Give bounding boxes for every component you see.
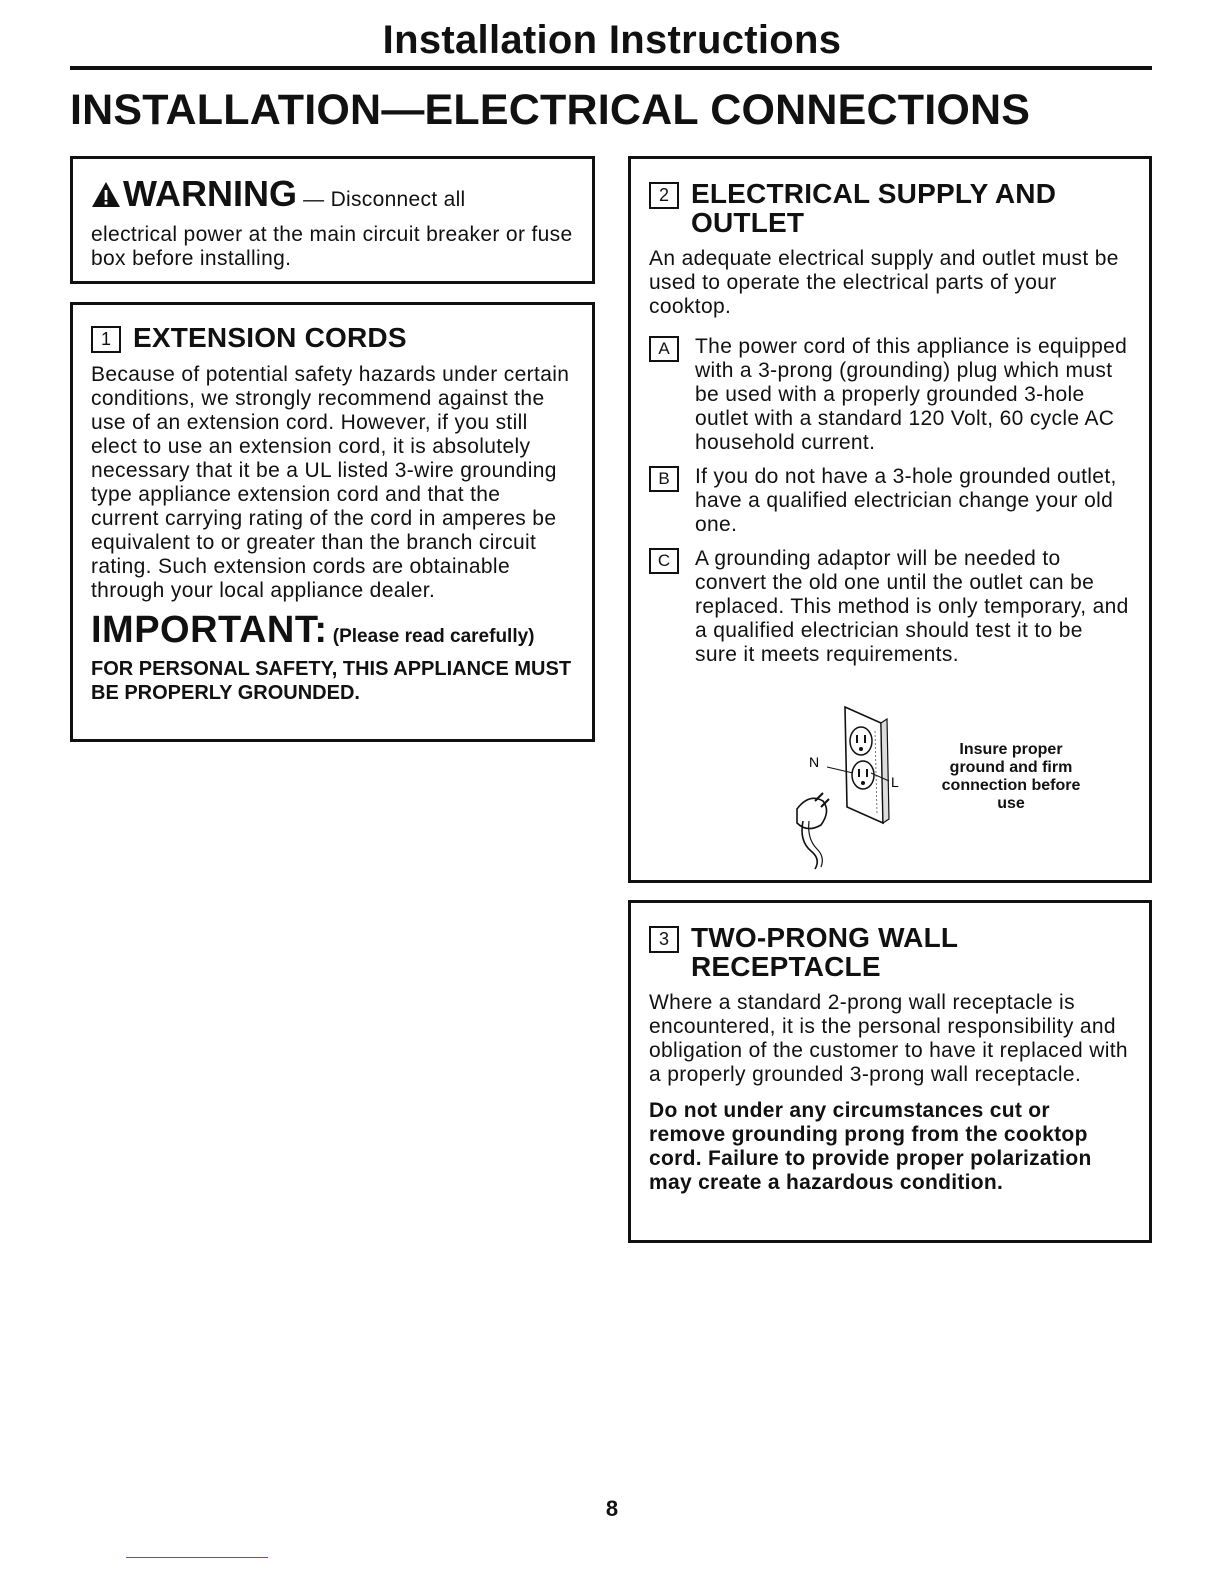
extension-title: EXTENSION CORDS — [133, 322, 407, 353]
item-letter-a: A — [649, 336, 679, 362]
two-prong-box — [628, 900, 1152, 1243]
warning-body: electrical power at the main circuit breaker or fuse box before installing. — [91, 223, 573, 270]
extension-body: Because of potential safety hazards under certain conditions, we strongly recommend against the use of an extension cord. However, if you still elect to use an extension cord, it is absolutely necessary that it be a UL listed 3-wire grounding type appliance extension cord and that the current carrying rating of the cord in amperes be equivalent to or greater than the branch circuit rating. Such extension cords are obtainable through your local appliance dealer. — [91, 363, 570, 602]
extension-heading — [91, 323, 574, 353]
warning-lead: — Disconnect all — [297, 188, 466, 211]
list-item — [649, 465, 1131, 537]
important-word: IMPORTANT: — [91, 609, 328, 651]
two-prong-body: Where a standard 2-prong wall receptacle is encountered, it is the personal responsibility and obligation of the customer to have it replaced with a properly grounded 3-prong wall receptacle. — [649, 991, 1128, 1086]
supply-heading — [649, 179, 1131, 237]
item-letter-c: C — [649, 548, 679, 574]
warning-box — [70, 156, 595, 284]
two-prong-heading — [649, 923, 1131, 981]
supply-intro: An adequate electrical supply and outlet must be used to operate the electrical parts of your cooktop. — [649, 247, 1119, 318]
footer-link-line — [126, 1557, 268, 1558]
page-title: INSTALLATION—ELECTRICAL CONNECTIONS — [70, 86, 1031, 134]
header-title: Installation Instructions — [382, 18, 842, 62]
item-text-b: If you do not have a 3-hole grounded outlet, have a qualified electrician change your old one. — [695, 465, 1117, 536]
important-body: FOR PERSONAL SAFETY, THIS APPLIANCE MUST BE PROPERLY GROUNDED. — [91, 658, 572, 704]
section-number-2: 2 — [649, 182, 679, 209]
section-number-3: 3 — [649, 926, 679, 953]
warning-heading — [91, 175, 574, 223]
extension-cords-box — [70, 302, 595, 742]
figure-label-n: N — [809, 754, 820, 770]
list-item — [649, 547, 1131, 667]
item-text-a: The power cord of this appliance is equipped with a 3-prong (grounding) plug which must be used with a properly grounded 3-hole outlet with a standard 120 Volt, 60 cycle AC household current. — [695, 335, 1128, 454]
list-item — [649, 335, 1131, 455]
important-heading — [91, 611, 574, 657]
important-note: (Please read carefully) — [327, 626, 535, 647]
header-rule — [70, 66, 1152, 70]
supply-title: ELECTRICAL SUPPLY AND OUTLET — [691, 178, 1057, 238]
item-letter-b: B — [649, 466, 679, 492]
page-number: 8 — [605, 1496, 619, 1521]
two-prong-title: TWO-PRONG WALL RECEPTACLE — [691, 922, 958, 982]
warning-word: WARNING — [123, 173, 297, 214]
figure-label-l: L — [891, 774, 899, 790]
electrical-supply-box — [628, 156, 1152, 883]
two-prong-warning: Do not under any circumstances cut or remove grounding prong from the cooktop cord. Failure to provide proper polarization may create a hazardous condition. — [649, 1099, 1092, 1194]
warning-triangle-icon — [91, 181, 121, 223]
section-number-1: 1 — [91, 326, 121, 353]
item-text-c: A grounding adaptor will be needed to convert the old one until the outlet can be replaced. This method is only temporary, and a qualified electrician should test it to be sure it meets requirements. — [695, 547, 1129, 666]
figure-caption: Insure proper ground and firm connection before use — [941, 741, 1081, 812]
